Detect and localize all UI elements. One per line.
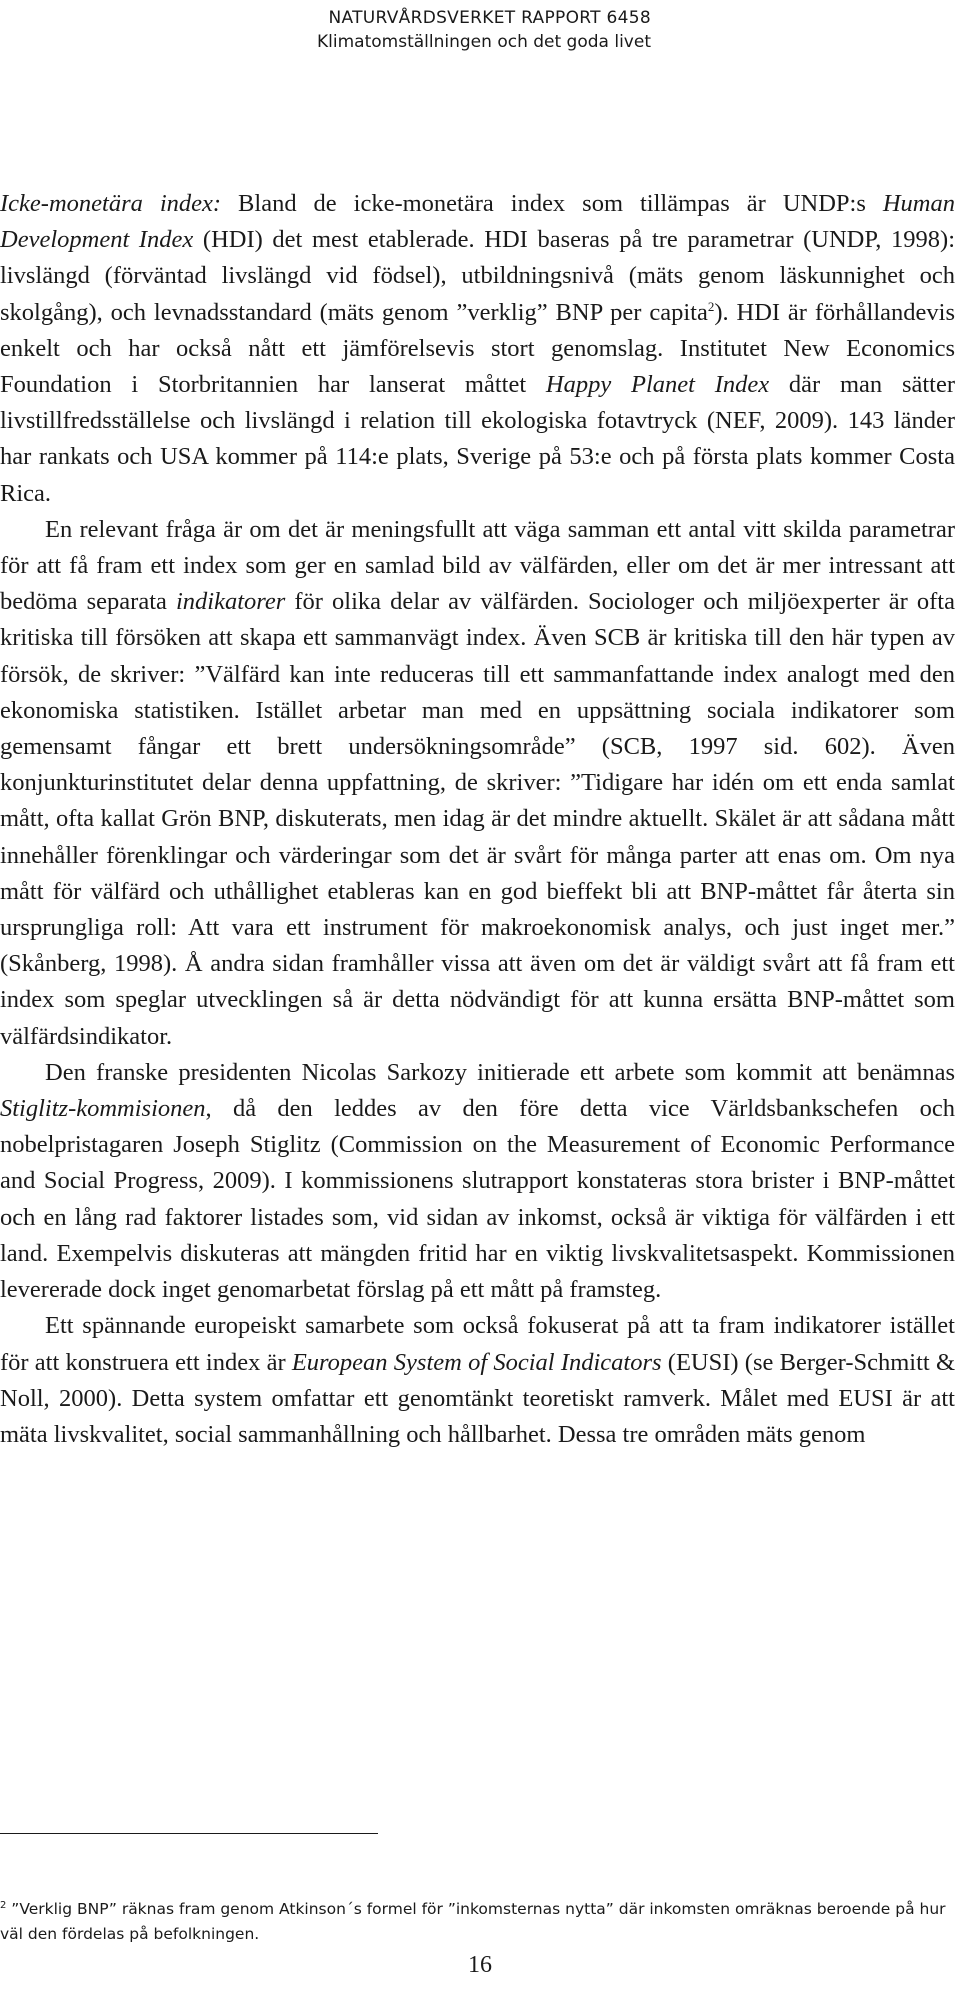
- report-subtitle: Klimatomställningen och det goda livet: [317, 32, 651, 52]
- text-run: ). HDI är förhållandevis enkelt och har också nått ett jämförelsevis stort genomslag. Institutet New Economics Foundation i Storbritannien har lanserat måttet: [0, 298, 955, 399]
- footnote-ref: 2: [707, 298, 715, 314]
- footnote: [0, 1897, 955, 1947]
- text-run: Ett spännande europeiskt samarbete som också fokuserat på att ta fram indikatorer istället för att konstruera ett index är: [0, 1312, 955, 1376]
- text-run: för olika delar av välfärden. Sociologer och miljöexperter är ofta kritiska till försöken att skapa ett sammanvägt index. Även SCB är kritiska till den här typen av försök, de skriver: ”Välfärd kan inte reduceras till ett sammanfattande index analogt med den ekonomiska statistiken. Istället arbetar man med en uppsättning sociala indikatorer som gemensamt fångar ett brett undersökningsområde” (SCB, 1997 sid. 602). Även konjunkturinstitutet delar denna uppfattning, de skriver: ”Tidigare har idén om ett enda samlat mått, ofta kallat Grön BNP, diskuterats, men idag är det mindre aktuellt. Skälet är att sådana mått innehåller förenklingar och värderingar som det är svårt för många parter att enas om. Om nya mått för välfärd och uthållighet etableras kan en god bieffekt bli att BNP-måttet får återta sin ursprungliga roll: Att vara ett instrument för makroekonomisk analys, och just inget mer.” (Skånberg, 1998). Å andra sidan framhåller vissa att även om det är väldigt svårt att få fram ett index som speglar utvecklingen så är detta nödvändigt för att kunna ersätta BNP-måttet som välfärdsindikator.: [0, 588, 955, 1050]
- text-run: (EUSI) (se Berger-Schmitt & Noll, 2000). Detta system omfattar ett genomtänkt teoretiskt ramverk. Målet med EUSI är att mäta livskvalitet, social sammanhållning och hållbarhet. Dessa tre områden mäts genom: [0, 1348, 956, 1448]
- running-header: [0, 6, 651, 54]
- body-text: [0, 186, 955, 1453]
- page-number: 16: [468, 1952, 492, 1978]
- term-eusi: European System of Social Indicators: [291, 1348, 662, 1376]
- paragraph-4: [0, 1308, 955, 1453]
- text-run: Den franske presidenten Nicolas Sarkozy initierade ett arbete som kommit att benämnas: [45, 1058, 955, 1086]
- paragraph-1: [0, 186, 955, 512]
- footnote-divider: [0, 1833, 378, 1834]
- report-title: NATURVÅRDSVERKET RAPPORT 6458: [328, 8, 651, 28]
- text-run: där man sätter livstillfredsställelse och livslängd i relation till ekologiska fotavtryck (NEF, 2009). 143 länder har rankats och USA kommer på 114:e plats, Sverige på 53:e och på första plats kommer Costa Rica.: [0, 371, 955, 507]
- term-stiglitz-kommisionen: Stiglitz-kommisionen: [0, 1095, 206, 1123]
- text-run: Bland de icke-monetära index som tillämpas är UNDP:s: [221, 190, 883, 217]
- term-happy-planet-index: Happy Planet Index: [545, 371, 770, 399]
- footnote-marker: 2: [0, 1899, 7, 1911]
- paragraph-2: [0, 512, 955, 1055]
- term-icke-monetara: Icke-monetära index:: [0, 190, 222, 217]
- paragraph-3: [0, 1055, 955, 1308]
- text-run: En relevant fråga är om det är meningsfullt att väga samman ett antal vitt skilda parametrar för att få fram ett index som ger en samlad bild av välfärden, eller om det är mer intressant att bedöma separata: [0, 515, 955, 616]
- term-hdi: Human Development Index: [0, 190, 955, 254]
- term-indikatorer: indikatorer: [175, 588, 286, 616]
- text-run: (HDI) det mest etablerade. HDI baseras på tre parametrar (UNDP, 1998): livslängd (förväntad livslängd vid födsel), utbildningsnivå (mäts genom läskunnighet och skolgång), och levnadsstandard (mäts genom ”verklig” BNP per capita: [0, 226, 955, 326]
- text-run: , då den leddes av den före detta vice Världsbankschefen och nobelpristagaren Joseph Stiglitz (Commission on the Measurement of Economic Performance and Social Progress, 2009). I kommissionens slutrapport konstateras stora brister i BNP-måttet och en lång rad faktorer listades som, vid sidan av inkomst, också är viktiga för välfärden i ett land. Exempelvis diskuteras att mängden fritid har en viktig livskvalitetsaspekt. Kommissionen levererade dock inget genomarbetat förslag på ett mått på framsteg.: [0, 1095, 955, 1304]
- footnote-text: ”Verklig BNP” räknas fram genom Atkinson´s formel för ”inkomsternas nytta” där inkomsten omräknas beroende på hur väl den fördelas på befolkningen.: [0, 1900, 946, 1943]
